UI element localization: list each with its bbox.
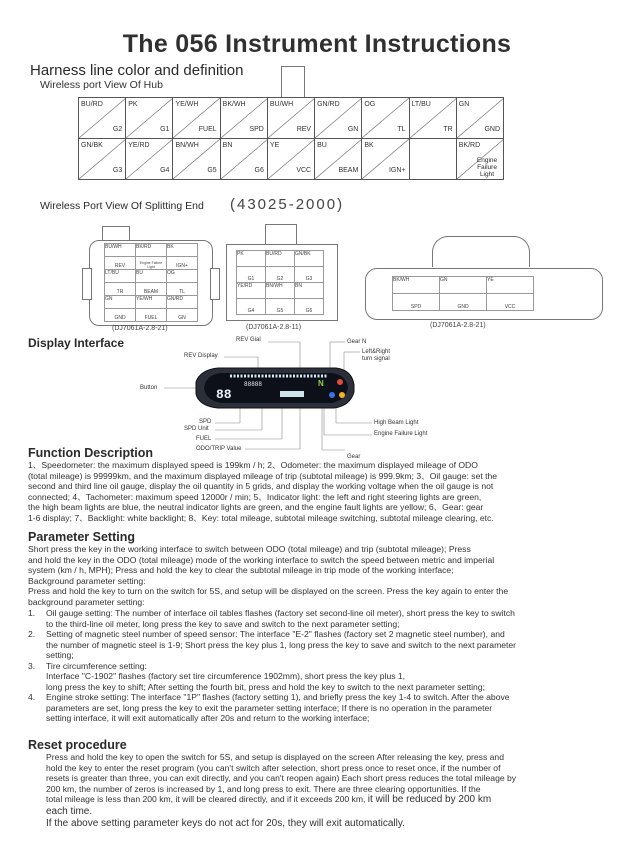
label-button: Button — [140, 385, 158, 391]
reset-line: 200 km, the number of zeros is increased by 1, and long press to exit. There are three clearing opportunities. If the — [46, 783, 481, 794]
wire-color: YE/WH — [175, 101, 199, 108]
hub-pin-cell — [126, 139, 173, 180]
wire-color: OG — [364, 101, 376, 108]
hub-pin-cell — [267, 98, 314, 139]
left-connector-pins — [104, 243, 198, 322]
connector-pin-label: G1 — [237, 267, 266, 283]
function-line: 1-6 display; 7、Backlight: white backlight; 8、Key: total mileage, subtotal mileage switching, subtotal mileage clearing, etc. — [28, 512, 494, 523]
connector-pin-label: GND — [105, 309, 136, 322]
wire-color: BK/WH — [222, 101, 246, 108]
label-rev-gial: REV Gial — [236, 337, 261, 343]
wire-color: BU/WH — [269, 101, 294, 108]
pin-function: G5 — [207, 167, 217, 174]
reset-heading: Reset procedure — [28, 738, 127, 752]
parameter-intro-line: Background parameter setting: — [28, 575, 146, 586]
wire-color: GN — [458, 101, 470, 108]
function-line: second and third line oil gauge, display the oil quantity in 5 grids, and display the working voltage when the oil gauge is not — [28, 481, 494, 491]
hub-pin-cell — [173, 98, 220, 139]
wire-color: LT/BU — [411, 101, 431, 108]
hub-connector-tab — [281, 66, 305, 97]
pin-function: G3 — [112, 167, 123, 174]
connector-pin-label: FUEL — [136, 309, 167, 322]
parameter-intro-line: Press and hold the key to turn on the switch for 5S, and setup will be displayed on the screen. Press the key again to enter the — [28, 586, 509, 596]
connector-pin-label: GND — [440, 294, 487, 311]
connector-pin-label: GN/BK — [295, 251, 324, 267]
wire-color: GN/RD — [317, 101, 340, 108]
hub-pin-cell — [79, 98, 126, 139]
function-line: 1、Speedometer: the maximum displayed speed is 199km / h; 2、Odometer: the maximum displayed mileage of ODO — [28, 460, 478, 470]
connector-pin-label: G4 — [237, 299, 266, 315]
parameter-intro — [28, 544, 618, 607]
reset-line-6: each time. — [46, 806, 93, 817]
label-turn-signal-1: Left&Right — [362, 349, 391, 355]
pin-function: G2 — [112, 126, 123, 133]
pin-function: FUEL — [198, 126, 217, 133]
parameter-item-text — [46, 661, 618, 693]
parameter-item-number: 3. — [28, 660, 36, 671]
reset-line: total mileage is less than 200 km, it will be cleared directly, and if it exceeds 200 km, it will be reduced by 200 km — [46, 794, 492, 805]
pin-function: G1 — [160, 126, 170, 133]
connector-pin-label: BEAM — [136, 283, 167, 296]
pin-function: GN — [347, 126, 359, 133]
parameter-item-number: 2. — [28, 629, 36, 639]
middle-connector-pins — [236, 250, 324, 315]
connector-pin-label: GN — [167, 309, 198, 322]
connector-pin-label: REV — [105, 257, 136, 270]
parameter-intro-line: background parameter setting: — [28, 596, 145, 607]
reset-line: resets is greater than three, you can exit directly, and you can't reopen again) Each short press reduces the total mileage by — [46, 773, 517, 783]
parameter-heading: Parameter Setting — [28, 530, 135, 544]
hub-caption: Wireless port View Of Hub — [40, 79, 163, 91]
wire-color: BK/RD — [458, 142, 481, 149]
label-rev-display: REV Display — [184, 353, 218, 359]
harness-heading: Harness line color and definition — [30, 62, 244, 79]
pin-function: SPD — [249, 126, 264, 133]
connector-pin-label: BK — [167, 244, 198, 257]
middle-connector-model: (DJ7061A-2.8-11) — [246, 324, 302, 331]
connector-pin-label: BK/RD — [136, 244, 167, 257]
connector-pin-label: BU/WH — [105, 244, 136, 257]
connector-pin-label: G2 — [266, 267, 295, 283]
parameter-item-line: Setting of magnetic steel number of speed sensor: The interface "E-2" flashes (factory set 2 magnetic steel number), and — [46, 629, 505, 639]
hub-pin-table — [78, 97, 504, 180]
wire-color: BU — [317, 142, 327, 149]
reset-line-tail: it will be reduced by 200 km — [367, 794, 492, 805]
wire-color: PK — [128, 101, 138, 108]
hub-pin-cell — [409, 139, 456, 180]
parameter-item-line: Interface "C-1902" flashes (factory set tire circumference 1902mm), short press the key plus 1, — [46, 671, 406, 681]
wire-color: BN/WH — [175, 142, 199, 149]
function-heading: Function Description — [28, 446, 153, 460]
parameter-item-line: Oil gauge setting: The number of interface oil tables flashes (factory set second-line oil meter), short press the key to switch — [46, 608, 515, 618]
parameter-item-number: 1. — [28, 608, 36, 618]
odo-digits: 88888 — [244, 381, 263, 388]
parameter-item-line: setting interface, it will exit automatically after 20s and return to the working interface; — [46, 713, 370, 723]
reset-line-7: If the above setting parameter keys do not act for 20s, they will exit automatically. — [46, 818, 405, 829]
connector-pin-label: G3 — [295, 267, 324, 283]
connector-pin-label: YE/WH — [136, 296, 167, 309]
label-gear-n: Gear N — [347, 339, 367, 345]
connector-pin-label: IGN+ — [167, 257, 198, 270]
parameter-item-text — [46, 629, 618, 661]
parameter-item-text — [46, 692, 618, 724]
wire-color: YE — [269, 142, 280, 149]
split-part-number: (43025-2000) — [230, 196, 345, 213]
pin-function: TR — [443, 126, 453, 133]
label-spd-unit: SPD Unit — [184, 426, 209, 432]
connector-pin-label: YE — [487, 277, 534, 294]
pin-function: G4 — [160, 167, 170, 174]
speed-digits: 88 — [216, 387, 232, 402]
pin-function: GND — [484, 126, 500, 133]
function-line: the high beam lights are blue, the neutral indicator lights are green, and the engine fault lights are yellow; 6、Gear: gear — [28, 502, 484, 512]
connector-pin-label: VCC — [487, 294, 534, 311]
turn-signal-icon — [337, 379, 343, 385]
parameter-intro-line: system (km / h, MPH); Press and hold the key to clear the subtotal mileage in trip mode of the working interface; — [28, 565, 454, 575]
connector-pin-label: PK — [237, 251, 266, 267]
connector-pin-label: YE/RD — [237, 283, 266, 299]
label-turn-signal-2: turn signal — [362, 356, 390, 362]
connector-pin-label: BU/RD — [266, 251, 295, 267]
pin-function: Engine Failure Light — [476, 157, 498, 178]
hub-pin-cell — [456, 139, 503, 180]
left-connector-ear-right — [210, 268, 220, 300]
wire-color: GN/BK — [81, 142, 103, 149]
parameter-item — [28, 629, 618, 661]
parameter-item — [28, 661, 618, 693]
wire-color: BU/RD — [81, 101, 103, 108]
connector-pin-label: BN — [295, 283, 324, 299]
parameter-items — [28, 608, 618, 724]
hub-pin-cell — [220, 139, 267, 180]
hub-pin-cell — [173, 139, 220, 180]
pin-function: VCC — [296, 167, 312, 174]
pin-function: BEAM — [338, 167, 359, 174]
reset-line: Press and hold the key to open the switch for 5S, and setup is displayed on the screen After releasing the key, press and — [46, 752, 504, 762]
split-caption: Wireless Port View Of Splitting End — [40, 200, 204, 212]
left-connector-latch — [102, 226, 130, 241]
pin-function: IGN+ — [388, 167, 406, 174]
wire-color: BK — [364, 142, 374, 149]
parameter-item-line: Engine stroke setting: The interface "1P" flashes (factory setting 1), and briefly press the key 1-4 to switch. After the above — [46, 692, 510, 702]
left-connector-model: (DJ7061A-2.8-21) — [112, 325, 168, 332]
connector-pin-label: GN — [440, 277, 487, 294]
parameter-item-number: 4. — [28, 692, 36, 702]
pin-function: TL — [397, 126, 406, 133]
parameter-item-text — [46, 608, 618, 629]
wire-color: BN — [222, 142, 233, 149]
connector-pin-label: OG — [167, 270, 198, 283]
connector-pin-label: Engine Failure Light — [136, 257, 167, 270]
parameter-item-line: long press the key to shift; After setting the fourth bit, press and hold the key to switch to the next parameter setting; — [46, 681, 485, 692]
hub-pin-cell — [362, 98, 409, 139]
connector-pin-label: G6 — [295, 299, 324, 315]
left-connector-ear-left — [82, 268, 92, 300]
connector-pin-label: TL — [167, 283, 198, 296]
label-fuel: FUEL — [196, 436, 212, 442]
parameter-intro-line: Short press the key in the working interface to switch between ODO (total mileage) and trip (subtotal mileage); Press — [28, 544, 471, 554]
parameter-item-line: to the third-line oil meter, long press the key to save and switch to the next parameter setting; — [46, 618, 400, 629]
hub-pin-cell — [315, 98, 362, 139]
label-gear: Gear — [347, 454, 361, 460]
connector-pin-label: G5 — [266, 299, 295, 315]
connector-pin-label: GN/RD — [167, 296, 198, 309]
connector-pin-label: GN — [105, 296, 136, 309]
hub-row-2 — [79, 139, 504, 180]
hub-pin-cell — [409, 98, 456, 139]
function-description — [28, 460, 618, 523]
parameter-item-line: setting; — [46, 650, 74, 660]
engine-failure-icon — [339, 392, 345, 398]
parameter-intro-line: and hold the key in the ODO (total mileage) mode of the working interface to switch the speed between metric and imperial — [28, 554, 495, 565]
hub-pin-cell — [79, 139, 126, 180]
hub-pin-cell — [362, 139, 409, 180]
connector-pin-label: SPD — [393, 294, 440, 311]
function-line: (total mileage) is 99999km, and the maximum displayed mileage of trip (subtotal mileage) is 999.9km; 3、Oil gauge: set the — [28, 470, 498, 481]
reset-procedure — [46, 752, 621, 806]
display-diagram — [0, 330, 634, 460]
pin-function: REV — [296, 126, 312, 133]
hub-pin-cell — [315, 139, 362, 180]
fuel-bar-graphic — [280, 391, 304, 397]
connector-pin-label: TR — [105, 283, 136, 296]
label-odo-trip: ODO/TRIP Value — [196, 446, 242, 452]
label-high-beam: High Beam Light — [374, 420, 419, 426]
hub-pin-cell — [126, 98, 173, 139]
label-spd: SPD — [199, 419, 212, 425]
hub-pin-cell — [267, 139, 314, 180]
page-title: The 056 Instrument Instructions — [122, 30, 512, 58]
parameter-item-line: parameters are set, long press the key to exit the parameter setting interface; If there is no operation in the parameter — [46, 702, 493, 713]
parameter-item — [28, 692, 618, 724]
middle-connector-latch — [265, 224, 297, 245]
parameter-item — [28, 608, 618, 629]
reset-line: hold the key to enter the reset program (you can't switch after selection, short press once to reset once, if the number of — [46, 762, 501, 773]
high-beam-icon — [329, 392, 335, 398]
hub-pin-cell — [220, 98, 267, 139]
right-connector-pins — [392, 276, 534, 311]
connector-pin-label: BN/WH — [266, 283, 295, 299]
label-engine-failure: Engine Failure Light — [374, 431, 428, 437]
right-connector-model: (DJ7061A-2.8-21) — [430, 322, 486, 329]
hub-row-1 — [79, 98, 504, 139]
gear-n-indicator: N — [318, 379, 324, 388]
wire-color: YE/RD — [128, 142, 150, 149]
display-heading: Display Interface — [28, 336, 125, 350]
right-connector-latch — [432, 236, 530, 267]
parameter-item-line: Tire circumference setting: — [46, 660, 147, 671]
parameter-item-line: the number of magnetic steel is 1-9; Short press the key plus 1, long press the key to save and switch to the next parameter — [46, 639, 517, 650]
hub-pin-cell — [456, 98, 503, 139]
connector-pin-label: BU — [136, 270, 167, 283]
pin-function: G6 — [254, 167, 264, 174]
connector-pin-label: LT/BU — [105, 270, 136, 283]
function-line: connected; 4、Tachometer: maximum speed 12000r / min; 5、Indicator light: the left and right steering lights are green, — [28, 491, 482, 502]
connector-pin-label: BK/WH — [393, 277, 440, 294]
